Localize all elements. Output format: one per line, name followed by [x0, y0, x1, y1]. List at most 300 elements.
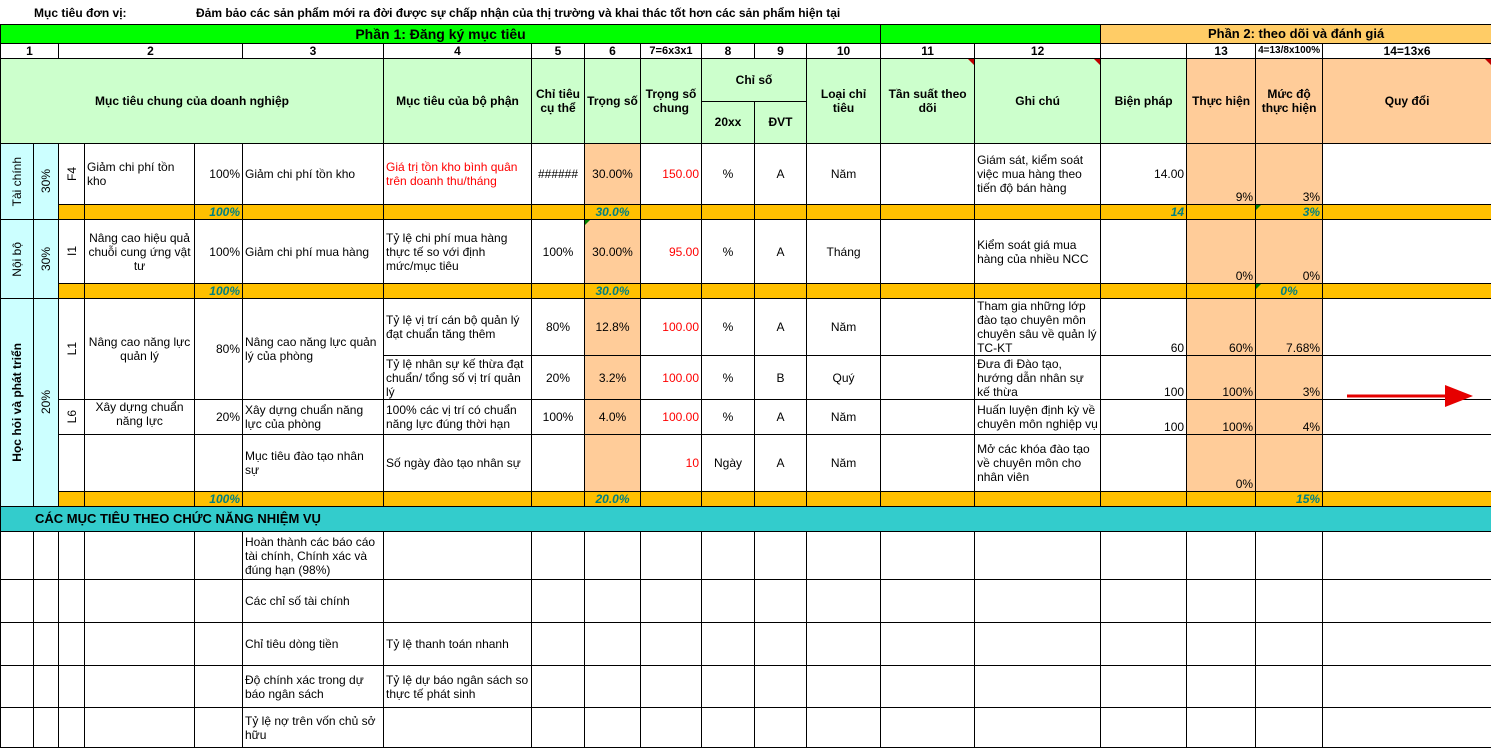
- total-i1-type: [755, 284, 807, 299]
- fn-cell: [1, 666, 34, 708]
- fn-cell: [585, 580, 641, 623]
- fn-cell: [975, 580, 1101, 623]
- weight-l1a: 80%: [532, 299, 585, 356]
- colnum-11: 11: [881, 44, 975, 59]
- colnum-7: 7=6x3x1: [641, 44, 702, 59]
- note-i1: [881, 220, 975, 284]
- hdr-frequency-label: Tần suất theo dõi: [889, 87, 967, 115]
- fn-cell: [85, 666, 195, 708]
- unit-goal-bar: [0, 0, 1491, 24]
- colnum-blank: [1101, 44, 1187, 59]
- conv-i1: 0%: [1256, 220, 1323, 284]
- total-f4-index: [641, 205, 702, 220]
- total-i1-adjust: [1323, 284, 1491, 299]
- hdr-kpi-type: Loại chỉ tiêu: [807, 59, 881, 144]
- fn-cell: [1, 708, 34, 748]
- total-l-weight: [532, 492, 585, 507]
- group-finance-label: Tài chính: [10, 157, 24, 206]
- kpi-f4: Giá trị tồn kho bình quân trên doanh thu/tháng: [384, 144, 532, 205]
- fn-cell: [1323, 666, 1491, 708]
- total-l-note: [881, 492, 975, 507]
- conv-l1a: 7.68%: [1256, 299, 1323, 356]
- group-learning-weight-label: 20%: [39, 390, 53, 414]
- hdr-index: Chỉ số: [702, 59, 807, 102]
- fn-cell: [85, 708, 195, 748]
- fn-cell: [807, 532, 881, 580]
- corp-goal-l1: Nâng cao năng lực quản lý: [85, 299, 195, 400]
- total-f4-corp: [85, 205, 195, 220]
- fn-cell: [34, 623, 59, 666]
- total-i1-conv: [1256, 284, 1323, 299]
- colnum-2: 2: [59, 44, 243, 59]
- actual-i1: [1101, 220, 1187, 284]
- note-f4: [881, 144, 975, 205]
- hdr-measure: Biện pháp: [1101, 59, 1187, 144]
- formula-marker: [1256, 205, 1261, 210]
- hdr-kpi: Chỉ tiêu cụ thể: [532, 59, 585, 144]
- measure-l1a: Tham gia những lớp đào tạo chuyên môn chuyên sâu về quản lý TC-KT: [975, 299, 1101, 356]
- total-l-adjust: [1323, 492, 1491, 507]
- group-finance-weight: [34, 144, 59, 220]
- fn-cell: [755, 708, 807, 748]
- dept-goal-i1: Giảm chi phí mua hàng: [243, 220, 384, 284]
- group-learning: [1, 299, 34, 507]
- total-f4-adjust: [1323, 205, 1491, 220]
- fn-cell: [59, 580, 85, 623]
- fn-cell: [1256, 708, 1323, 748]
- type-l1a: A: [755, 299, 807, 356]
- fn-cell: [702, 580, 755, 623]
- group-internal: [1, 220, 34, 299]
- total-i1-level: [1187, 284, 1256, 299]
- fn-cell: [585, 532, 641, 580]
- kpi-l1a: Tỷ lệ vị trí cán bộ quản lý đạt chuẩn tăng thêm: [384, 299, 532, 356]
- corp-goal-f4: Giảm chi phí tồn kho: [85, 144, 195, 205]
- part1-header-fill: [881, 25, 1101, 44]
- colnum-5: 5: [532, 44, 585, 59]
- dept-goal-l6: Xây dựng chuẩn năng lực của phòng: [243, 400, 384, 435]
- total-l-wtotal: 20.0%: [585, 492, 641, 507]
- adjust-l1a: [1323, 299, 1491, 356]
- part1-header: Phần 1: Đăng ký mục tiêu: [1, 25, 881, 44]
- formula-marker: [1256, 284, 1261, 289]
- hdr-index-unit: ĐVT: [755, 101, 807, 144]
- fn-cell: [195, 708, 243, 748]
- fn-cell: [1323, 623, 1491, 666]
- fn-cell: [532, 580, 585, 623]
- total-f4-unit: [702, 205, 755, 220]
- fn-cell: [59, 532, 85, 580]
- conv-f4: 3%: [1256, 144, 1323, 205]
- weight-l6: 100%: [532, 400, 585, 435]
- part2-header: Phần 2: theo dõi và đánh giá: [1101, 25, 1491, 44]
- total-i1-note: [881, 284, 975, 299]
- fn-cell: [59, 708, 85, 748]
- group-internal-label: Nội bộ: [10, 242, 24, 277]
- level-l6: 100%: [1187, 400, 1256, 435]
- fn-cell: [34, 666, 59, 708]
- hdr-frequency: [881, 59, 975, 144]
- fn-cell: [1101, 532, 1187, 580]
- wtotal-i1-value: 30.00%: [592, 245, 633, 259]
- total-i1-dept: [243, 284, 384, 299]
- fn-cell: [1187, 666, 1256, 708]
- fn-cell: [881, 708, 975, 748]
- group-finance: [1, 144, 34, 220]
- fn-cell: [641, 666, 702, 708]
- note-l7: [881, 435, 975, 492]
- fn-cell: [1187, 580, 1256, 623]
- total-f4-measure: [975, 205, 1101, 220]
- total-l-type: [755, 492, 807, 507]
- adjust-i1: [1323, 220, 1491, 284]
- fn-cell: [641, 532, 702, 580]
- group-finance-weight-label: 30%: [39, 169, 53, 193]
- fn-cell: [1187, 623, 1256, 666]
- index-l7: 10: [641, 435, 702, 492]
- conv-l1b: 3%: [1256, 356, 1323, 400]
- hdr-note-label: Ghi chú: [1015, 94, 1060, 108]
- fn-dept-3: Chỉ tiêu dòng tiền: [243, 623, 384, 666]
- total-l-kpi: [384, 492, 532, 507]
- unit-l1b: %: [702, 356, 755, 400]
- colnum-14: 4=13/8x100%: [1256, 44, 1323, 59]
- group-learning-label: Học hỏi và phát triển: [10, 343, 24, 462]
- code-i1: [59, 220, 85, 284]
- fn-cell: [59, 666, 85, 708]
- fn-cell: [1101, 708, 1187, 748]
- unit-l1a: %: [702, 299, 755, 356]
- corp-goal-l7: [85, 435, 195, 492]
- wtotal-l1a: 12.8%: [585, 299, 641, 356]
- fn-cell: [755, 666, 807, 708]
- fn-cell: [807, 708, 881, 748]
- type-l6: A: [755, 400, 807, 435]
- total-f4-dept: [243, 205, 384, 220]
- hdr-dept-goal: Mục tiêu của bộ phận: [384, 59, 532, 144]
- index-i1: 95.00: [641, 220, 702, 284]
- hdr-actual: Thực hiện: [1187, 59, 1256, 144]
- freq-l1b: Quý: [807, 356, 881, 400]
- total-f4-pct: 100%: [195, 205, 243, 220]
- total-i1-actual: [1101, 284, 1187, 299]
- unit-l7: Ngày: [702, 435, 755, 492]
- type-l7: A: [755, 435, 807, 492]
- actual-l1a: 60: [1101, 299, 1187, 356]
- code-l1: [59, 299, 85, 400]
- adjust-f4: [1323, 144, 1491, 205]
- total-f4-wtotal: 30.0%: [585, 205, 641, 220]
- fn-cell: [59, 623, 85, 666]
- total-f4-weight: [532, 205, 585, 220]
- fn-cell: [702, 623, 755, 666]
- hdr-corp-goal: Mục tiêu chung của doanh nghiệp: [1, 59, 384, 144]
- total-l-actual: [1101, 492, 1187, 507]
- fn-cell: [1101, 580, 1187, 623]
- fn-cell: [85, 532, 195, 580]
- fn-cell: [975, 532, 1101, 580]
- measure-l6: Huấn luyện định kỳ về chuyên môn nghiệp vụ: [975, 400, 1101, 435]
- total-i1-index: [641, 284, 702, 299]
- conv-l6: 4%: [1256, 400, 1323, 435]
- corp-pct-l6: 20%: [195, 400, 243, 435]
- fn-kpi-4: Tỷ lệ dự báo ngân sách so thực tế phát sinh: [384, 666, 532, 708]
- fn-dept-1: Hoàn thành các báo cáo tài chính, Chính xác và đúng hạn (98%): [243, 532, 384, 580]
- fn-cell: [532, 708, 585, 748]
- total-i1-kpi: [384, 284, 532, 299]
- fn-kpi-1: [384, 532, 532, 580]
- total-f4-level: [1187, 205, 1256, 220]
- fn-cell: [532, 532, 585, 580]
- group-internal-weight: [34, 220, 59, 299]
- fn-cell: [195, 666, 243, 708]
- level-l7: 0%: [1187, 435, 1256, 492]
- kpi-l1b: Tỷ lệ nhân sự kế thừa đạt chuẩn/ tổng số vị trí quản lý: [384, 356, 532, 400]
- fn-cell: [1323, 580, 1491, 623]
- colnum-3: 3: [243, 44, 384, 59]
- fn-cell: [1323, 708, 1491, 748]
- fn-cell: [585, 666, 641, 708]
- hdr-index-year: 20xx: [702, 101, 755, 144]
- total-i1-unit: [702, 284, 755, 299]
- comment-marker: [1485, 59, 1491, 65]
- total-l-level: [1187, 492, 1256, 507]
- fn-cell: [1, 532, 34, 580]
- index-f4: 150.00: [641, 144, 702, 205]
- fn-cell: [881, 666, 975, 708]
- hdr-convert-label: Quy đổi: [1385, 94, 1430, 108]
- kpi-i1: Tỷ lệ chi phí mua hàng thực tế so với định mức/mục tiêu: [384, 220, 532, 284]
- freq-i1: Tháng: [807, 220, 881, 284]
- code-l1-label: L1: [65, 342, 79, 355]
- colnum-15: 14=13x6: [1323, 44, 1491, 59]
- fn-cell: [1256, 580, 1323, 623]
- total-i1-pct: 100%: [195, 284, 243, 299]
- fn-cell: [1256, 532, 1323, 580]
- actual-f4: 14.00: [1101, 144, 1187, 205]
- fn-cell: [85, 623, 195, 666]
- colnum-13: 13: [1187, 44, 1256, 59]
- weight-l1b: 20%: [532, 356, 585, 400]
- fn-cell: [702, 666, 755, 708]
- kpi-l6: 100% các vị trí có chuẩn năng lực đúng thời hạn: [384, 400, 532, 435]
- fn-cell: [585, 623, 641, 666]
- total-f4-note: [881, 205, 975, 220]
- fn-dept-5: Tỷ lệ nợ trên vốn chủ sở hữu: [243, 708, 384, 748]
- corp-goal-i1: Nâng cao hiệu quả chuỗi cung ứng vật tư: [85, 220, 195, 284]
- type-i1: A: [755, 220, 807, 284]
- unit-l6: %: [702, 400, 755, 435]
- wtotal-f4: 30.00%: [585, 144, 641, 205]
- fn-dept-2: Các chỉ số tài chính: [243, 580, 384, 623]
- code-f4: [59, 144, 85, 205]
- fn-cell: [34, 532, 59, 580]
- total-f4-code: [59, 205, 85, 220]
- hdr-note: [975, 59, 1101, 144]
- group-internal-weight-label: 30%: [39, 247, 53, 271]
- fn-cell: [532, 666, 585, 708]
- fn-kpi-5: [384, 708, 532, 748]
- total-i1-wtotal: 30.0%: [585, 284, 641, 299]
- fn-cell: [1187, 708, 1256, 748]
- fn-cell: [641, 623, 702, 666]
- level-i1: 0%: [1187, 220, 1256, 284]
- measure-l1b: Đưa đi Đào tạo, hướng dẫn nhân sự kế thừa: [975, 356, 1101, 400]
- code-l7: [59, 435, 85, 492]
- total-l-dept: [243, 492, 384, 507]
- total-l-conv: 15%: [1256, 492, 1323, 507]
- weight-i1: 100%: [532, 220, 585, 284]
- conv-l7: [1256, 435, 1323, 492]
- total-i1-corp: [85, 284, 195, 299]
- freq-l6: Năm: [807, 400, 881, 435]
- corp-goal-l6: Xây dựng chuẩn năng lực: [85, 400, 195, 435]
- fn-cell: [755, 532, 807, 580]
- colnum-4: 4: [384, 44, 532, 59]
- level-l1b: 100%: [1187, 356, 1256, 400]
- measure-l7: Mở các khóa đào tạo về chuyên môn cho nhân viên: [975, 435, 1101, 492]
- total-i1-code: [59, 284, 85, 299]
- fn-cell: [807, 623, 881, 666]
- measure-i1: Kiểm soát giá mua hàng của nhiều NCC: [975, 220, 1101, 284]
- fn-cell: [1187, 532, 1256, 580]
- colnum-6: 6: [585, 44, 641, 59]
- fn-kpi-3: Tỷ lệ thanh toán nhanh: [384, 623, 532, 666]
- fn-cell: [1256, 666, 1323, 708]
- fn-cell: [702, 532, 755, 580]
- code-f4-label: F4: [65, 167, 79, 181]
- measure-f4: Giám sát, kiểm soát việc mua hàng theo tiến độ bán hàng: [975, 144, 1101, 205]
- fn-cell: [975, 708, 1101, 748]
- fn-dept-4: Độ chính xác trong dự báo ngân sách: [243, 666, 384, 708]
- fn-cell: [702, 708, 755, 748]
- total-i1-conv-value: 0%: [1280, 284, 1297, 298]
- colnum-1: 1: [1, 44, 59, 59]
- total-f4-conv: [1256, 205, 1323, 220]
- fn-cell: [641, 580, 702, 623]
- total-l-measure: [975, 492, 1101, 507]
- index-l6: 100.00: [641, 400, 702, 435]
- fn-cell: [195, 623, 243, 666]
- adjust-l7: [1323, 435, 1491, 492]
- total-l-unit: [702, 492, 755, 507]
- comment-marker: [1094, 59, 1100, 65]
- fn-cell: [1256, 623, 1323, 666]
- actual-l1b: 100: [1101, 356, 1187, 400]
- total-l-corp: [85, 492, 195, 507]
- freq-l1a: Năm: [807, 299, 881, 356]
- corp-pct-l1: 80%: [195, 299, 243, 400]
- hdr-weight-total: Trọng số chung: [641, 59, 702, 144]
- functional-section-header: CÁC MỤC TIÊU THEO CHỨC NĂNG NHIỆM VỤ: [1, 507, 1491, 532]
- fn-cell: [585, 708, 641, 748]
- corp-pct-i1: 100%: [195, 220, 243, 284]
- hdr-level: Mức độ thực hiện: [1256, 59, 1323, 144]
- fn-cell: [1101, 623, 1187, 666]
- level-f4: 9%: [1187, 144, 1256, 205]
- unit-f4: %: [702, 144, 755, 205]
- fn-cell: [1323, 532, 1491, 580]
- total-i1-freq: [807, 284, 881, 299]
- weight-f4: ######: [532, 144, 585, 205]
- colnum-10: 10: [807, 44, 881, 59]
- fn-cell: [195, 532, 243, 580]
- note-l1a: [881, 299, 975, 356]
- fn-cell: [641, 708, 702, 748]
- corp-pct-l7: [195, 435, 243, 492]
- colnum-9: 9: [755, 44, 807, 59]
- fn-cell: [1101, 666, 1187, 708]
- kpi-l7: Số ngày đào tạo nhân sự: [384, 435, 532, 492]
- fn-cell: [807, 580, 881, 623]
- type-l1b: B: [755, 356, 807, 400]
- actual-l6: 100: [1101, 400, 1187, 435]
- total-f4-kpi: [384, 205, 532, 220]
- colnum-12: 12: [975, 44, 1101, 59]
- hdr-weight: Trọng số: [585, 59, 641, 144]
- fn-cell: [1, 623, 34, 666]
- fn-cell: [532, 623, 585, 666]
- arrow-right-icon: [1345, 384, 1475, 408]
- fn-cell: [755, 623, 807, 666]
- kpi-sheet: [0, 24, 1491, 748]
- fn-cell: [975, 666, 1101, 708]
- fn-cell: [195, 580, 243, 623]
- comment-marker: [968, 59, 974, 65]
- unit-goal-label: Mục tiêu đơn vị:: [34, 6, 127, 20]
- formula-marker: [585, 220, 590, 225]
- fn-cell: [85, 580, 195, 623]
- wtotal-l1b: 3.2%: [585, 356, 641, 400]
- wtotal-l6: 4.0%: [585, 400, 641, 435]
- fn-cell: [881, 532, 975, 580]
- fn-cell: [1, 580, 34, 623]
- actual-l7: [1101, 435, 1187, 492]
- wtotal-i1: [585, 220, 641, 284]
- index-l1b: 100.00: [641, 356, 702, 400]
- wtotal-l7: [585, 435, 641, 492]
- corp-pct-f4: 100%: [195, 144, 243, 205]
- total-f4-type: [755, 205, 807, 220]
- total-f4-actual: 14: [1101, 205, 1187, 220]
- code-l6-label: L6: [65, 410, 79, 423]
- hdr-convert: [1323, 59, 1491, 144]
- type-f4: A: [755, 144, 807, 205]
- total-l-freq: [807, 492, 881, 507]
- total-l-pct: 100%: [195, 492, 243, 507]
- fn-cell: [807, 666, 881, 708]
- fn-cell: [881, 580, 975, 623]
- dept-goal-l7: Mục tiêu đào tạo nhân sự: [243, 435, 384, 492]
- fn-cell: [881, 623, 975, 666]
- dept-goal-l1: Nâng cao năng lực quản lý của phòng: [243, 299, 384, 400]
- fn-cell: [34, 580, 59, 623]
- fn-kpi-2: [384, 580, 532, 623]
- colnum-8: 8: [702, 44, 755, 59]
- code-l6: [59, 400, 85, 435]
- total-l-code: [59, 492, 85, 507]
- code-i1-label: I1: [65, 246, 79, 256]
- freq-f4: Năm: [807, 144, 881, 205]
- unit-goal-text: Đảm bảo các sản phẩm mới ra đời được sự chấp nhận của thị trường và khai thác tốt hơn các sản phẩm hiện tại: [196, 6, 840, 20]
- total-i1-weight: [532, 284, 585, 299]
- fn-cell: [34, 708, 59, 748]
- level-l1a: 60%: [1187, 299, 1256, 356]
- total-l-index: [641, 492, 702, 507]
- note-l6: [881, 400, 975, 435]
- total-f4-conv-value: 3%: [1303, 205, 1320, 219]
- freq-l7: Năm: [807, 435, 881, 492]
